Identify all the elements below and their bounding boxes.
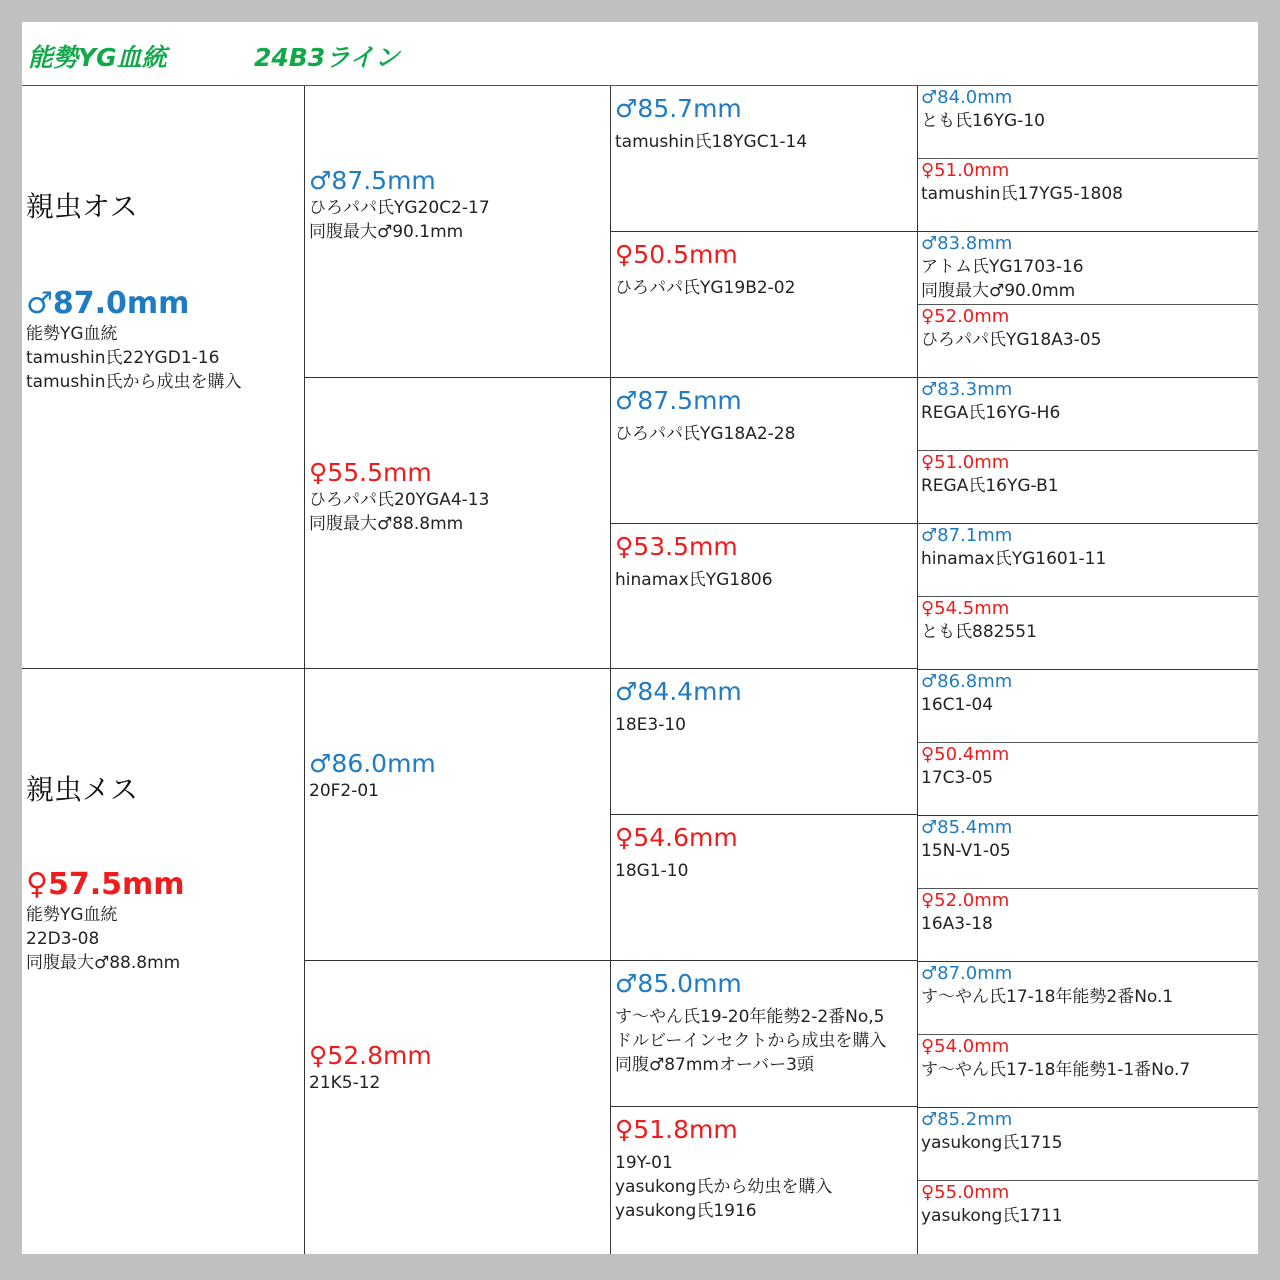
- gggp-cell: [917, 159, 1258, 232]
- ancestor-note: REGA氏16YG-H6: [921, 403, 1061, 423]
- ancestor-note: 18E3-10: [615, 715, 686, 735]
- ancestor-size: ♀55.0mm: [921, 1182, 1010, 1203]
- ancestor-size: ♂85.7mm: [615, 94, 742, 123]
- ancestor-size: ♂83.3mm: [921, 379, 1013, 400]
- ancestor-size: ♂87.1mm: [921, 525, 1013, 546]
- ancestor-note: 同腹♂87mmオーバー3頭: [615, 1055, 814, 1075]
- ancestor-size: ♂85.4mm: [921, 817, 1013, 838]
- gggp-column: [917, 86, 1258, 1254]
- ancestor-note: 15N-V1-05: [921, 841, 1011, 861]
- ggp-cell: [610, 961, 917, 1107]
- ancestor-note: ドルビーインセクトから成虫を購入: [615, 1031, 887, 1051]
- ancestor-note: hinamax氏YG1601-11: [921, 549, 1107, 569]
- ancestor-size: ♀54.5mm: [921, 598, 1010, 619]
- dam-size: ♀57.5mm: [26, 867, 185, 902]
- gggp-cell: [917, 743, 1258, 816]
- gggp-cell: [917, 1108, 1258, 1181]
- gggp-cell: [917, 524, 1258, 597]
- ancestor-size: ♂84.0mm: [921, 87, 1013, 108]
- dam-father-cell: [304, 669, 610, 961]
- ancestor-size: ♀51.8mm: [615, 1115, 738, 1144]
- gggp-cell: [917, 597, 1258, 670]
- ancestor-size: ♂87.5mm: [615, 386, 742, 415]
- ancestor-size: ♂85.2mm: [921, 1109, 1013, 1130]
- gggp-cell: [917, 962, 1258, 1035]
- gggp-cell: [917, 232, 1258, 305]
- bloodline-title: 能勢YG血統: [28, 43, 167, 72]
- sire-size: ♂87.0mm: [26, 286, 190, 321]
- ggp-cell: [610, 232, 917, 378]
- sire-note: 能勢YG血統: [26, 324, 118, 344]
- ancestor-size: ♀50.4mm: [921, 744, 1010, 765]
- gggp-cell: [917, 670, 1258, 743]
- ancestor-note: 同腹最大♂88.8mm: [309, 514, 464, 534]
- dam-label: 親虫メス: [26, 773, 139, 806]
- ggp-cell: [610, 1107, 917, 1254]
- dam-mother-cell: [304, 961, 610, 1254]
- ggp-cell: [610, 86, 917, 232]
- sire-label: 親虫オス: [26, 190, 138, 223]
- gggp-cell: [917, 816, 1258, 889]
- ancestor-note: yasukong氏から幼虫を購入: [615, 1177, 833, 1197]
- ancestor-note: す～やん氏17-18年能勢1-1番No.7: [921, 1060, 1191, 1080]
- ancestor-note: 16C1-04: [921, 695, 994, 715]
- gggp-cell: [917, 1035, 1258, 1108]
- ggp-cell: [610, 524, 917, 669]
- ancestor-size: ♂87.5mm: [309, 166, 436, 195]
- sire-cell: [22, 86, 304, 669]
- ancestor-size: ♂86.8mm: [921, 671, 1013, 692]
- ancestor-size: ♂87.0mm: [921, 963, 1013, 984]
- ancestor-note: 同腹最大♂90.0mm: [921, 281, 1076, 301]
- gggp-cell: [917, 1181, 1258, 1254]
- ancestor-note: yasukong氏1715: [921, 1133, 1063, 1153]
- ancestor-note: 19Y-01: [615, 1153, 673, 1173]
- dam-note: 能勢YG血統: [26, 905, 118, 925]
- ancestor-note: hinamax氏YG1806: [615, 570, 773, 590]
- gggp-cell: [917, 86, 1258, 159]
- sire-mother-cell: [304, 378, 610, 669]
- ancestor-size: ♀52.0mm: [921, 890, 1010, 911]
- pedigree-grid: [22, 86, 1258, 1254]
- ancestor-note: ひろパパ氏YG19B2-02: [615, 278, 796, 298]
- ancestor-note: アトム氏YG1703-16: [921, 257, 1084, 277]
- ancestor-note: ひろパパ氏YG18A3-05: [921, 330, 1102, 350]
- ancestor-note: とも氏882551: [921, 622, 1037, 642]
- sire-father-cell: [304, 86, 610, 378]
- gggp-cell: [917, 305, 1258, 378]
- ancestor-size: ♂83.8mm: [921, 233, 1013, 254]
- ggp-cell: [610, 378, 917, 524]
- ancestor-note: ひろパパ氏YG18A2-28: [615, 424, 796, 444]
- ancestor-size: ♂85.0mm: [615, 969, 742, 998]
- ancestor-note: 同腹最大♂90.1mm: [309, 222, 464, 242]
- ggp-cell: [610, 669, 917, 815]
- dam-cell: [22, 669, 304, 1254]
- ancestor-note: yasukong氏1916: [615, 1201, 757, 1221]
- ancestor-size: ♀55.5mm: [309, 458, 432, 487]
- ancestor-note: tamushin氏17YG5-1808: [921, 184, 1123, 204]
- ancestor-size: ♀51.0mm: [921, 160, 1010, 181]
- ancestor-note: 17C3-05: [921, 768, 994, 788]
- ancestor-size: ♀54.6mm: [615, 823, 738, 852]
- sire-note: tamushin氏から成虫を購入: [26, 372, 242, 392]
- ancestor-note: 16A3-18: [921, 914, 993, 934]
- ancestor-note: tamushin氏18YGC1-14: [615, 132, 808, 152]
- dam-note: 22D3-08: [26, 929, 100, 949]
- ancestor-size: ♂84.4mm: [615, 677, 742, 706]
- ancestor-note: す～やん氏19-20年能勢2-2番No,5: [615, 1007, 885, 1027]
- ancestor-size: ♀52.0mm: [921, 306, 1010, 327]
- pedigree-sheet: [22, 22, 1258, 1254]
- ancestor-size: ♀50.5mm: [615, 240, 738, 269]
- ancestor-note: yasukong氏1711: [921, 1206, 1063, 1226]
- ggp-cell: [610, 815, 917, 961]
- ancestor-size: ♀54.0mm: [921, 1036, 1010, 1057]
- gggp-cell: [917, 889, 1258, 962]
- title-bar: [22, 22, 1258, 86]
- ancestor-note: 20F2-01: [309, 781, 379, 801]
- ancestor-note: す～やん氏17-18年能勢2番No.1: [921, 987, 1174, 1007]
- sire-note: tamushin氏22YGD1-16: [26, 348, 220, 368]
- ancestor-size: ♀52.8mm: [309, 1041, 432, 1070]
- ancestor-note: REGA氏16YG-B1: [921, 476, 1059, 496]
- ancestor-size: ♀51.0mm: [921, 452, 1010, 473]
- ancestor-note: ひろパパ氏20YGA4-13: [309, 490, 490, 510]
- gggp-cell: [917, 451, 1258, 524]
- ancestor-note: とも氏16YG-10: [921, 111, 1045, 131]
- dam-note: 同腹最大♂88.8mm: [26, 953, 181, 973]
- gggp-cell: [917, 378, 1258, 451]
- ancestor-size: ♀53.5mm: [615, 532, 738, 561]
- ancestor-note: 18G1-10: [615, 861, 689, 881]
- ancestor-note: 21K5-12: [309, 1073, 381, 1093]
- ancestor-note: ひろパパ氏YG20C2-17: [309, 198, 490, 218]
- line-name: 24B3ライン: [254, 43, 400, 72]
- ancestor-size: ♂86.0mm: [309, 749, 436, 778]
